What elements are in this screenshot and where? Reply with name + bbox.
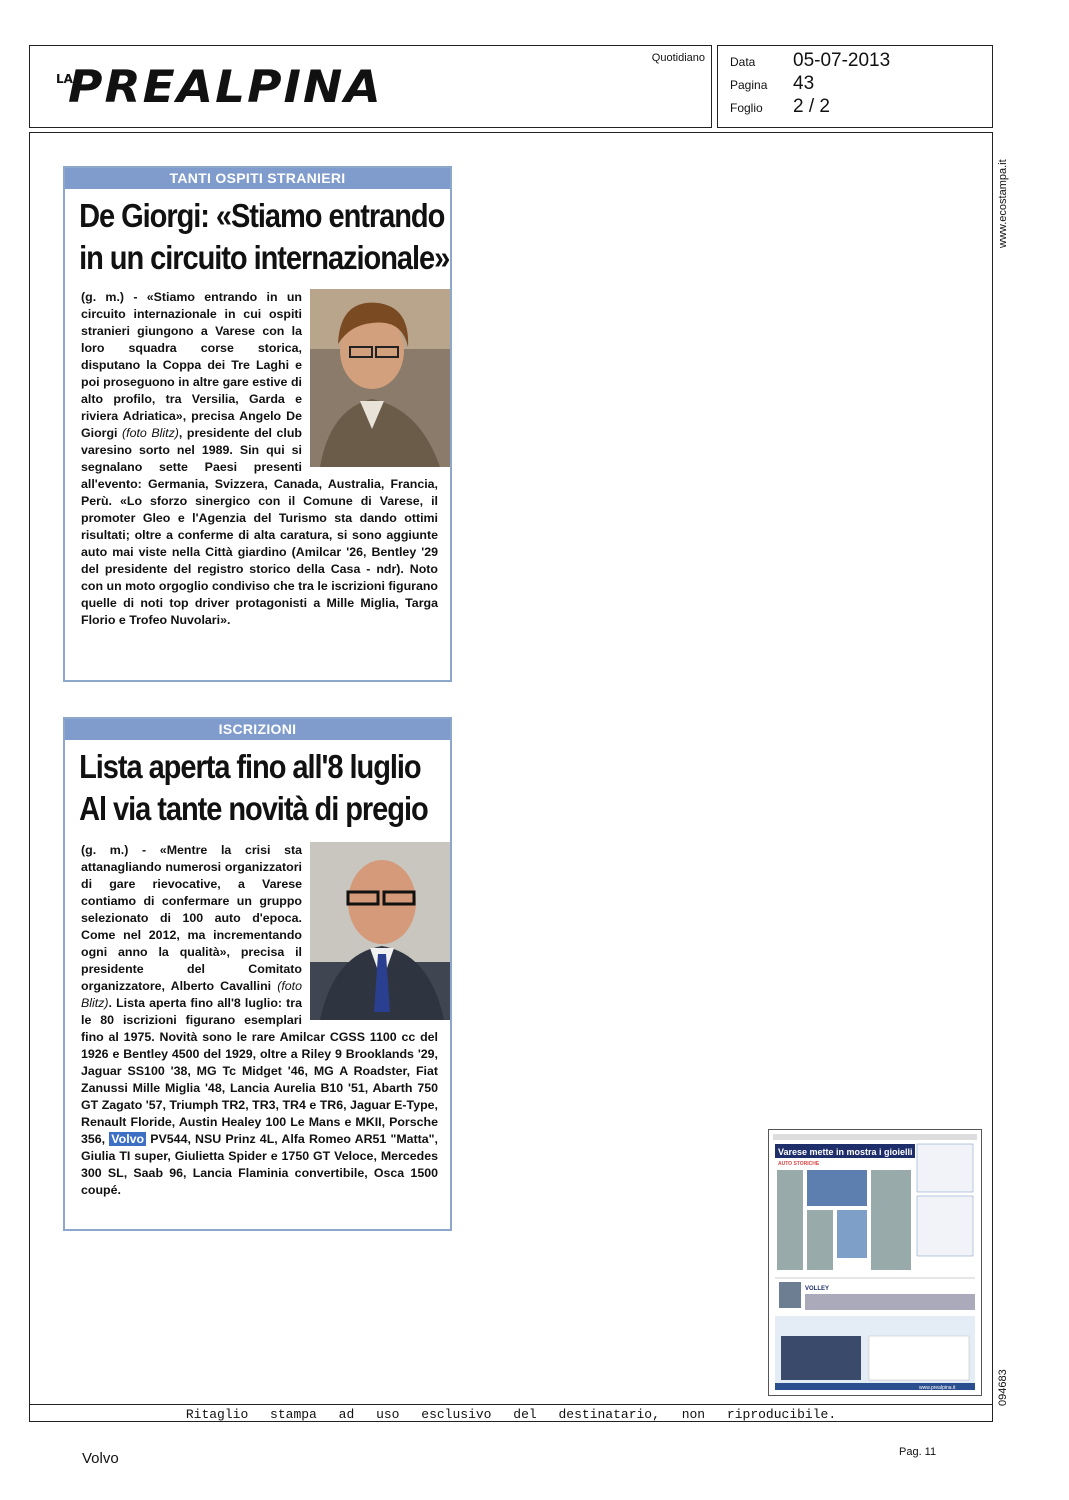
keyword-label: Volvo — [82, 1450, 119, 1467]
side-url: www.ecostampa.it — [997, 159, 1009, 248]
logo-prefix: LA — [56, 72, 73, 86]
footer-divider — [29, 1404, 993, 1405]
thumb-headline: Varese mette in mostra i gioielli — [778, 1147, 913, 1157]
thumb-kicker: AUTO STORICHE — [778, 1161, 820, 1167]
newspaper-logo: PREALPINA — [68, 61, 383, 114]
article-body: (g. m.) - «Stiamo entrando in un circuito internazionale in cui ospiti stranieri giungono a Varese con la loro squadra corse storica, disputano la Coppa dei Tre Laghi e poi proseguono in altre gare estive di alto profilo, tra Versilia, Garda e riviera Adriatica», precisa Angelo De Giorgi (foto Blitz), presidente del club varesino sorto nel 1989. Sin qui si segnalano sette Paesi presenti all'evento: Germania, Svizzera, Canada, Australia, Francia, Perù. «Lo sforzo sinergico con il Comune di Varese, il promoter Gleo e l'Agenzia del Turismo sta dando ottimi risultati; oltre a conferme di alta caratura, si sono aggiunte auto mai viste nella Città giardino (Amilcar '26, Bentley '29 del presidente del registro storico della Casa - ndr). Noto con un moto orgoglio condiviso che tra le iscrizioni figurano quelle di noti top driver protagonisti a Mille Miglia, Targa Florio e Trofeo Nuvolari». — [65, 279, 450, 629]
photo-de-giorgi — [310, 289, 450, 467]
highlighted-keyword: Volvo — [111, 1132, 145, 1146]
publication-type: Quotidiano — [651, 52, 705, 64]
article-title: De Giorgi: «Stiamo entrando in un circuito internazionale» — [79, 197, 450, 276]
sheet-value: 2 / 2 — [793, 96, 830, 117]
masthead-box — [29, 45, 712, 128]
article-band: TANTI OSPITI STRANIERI — [65, 168, 450, 189]
thumb-volley: VOLLEY — [805, 1286, 830, 1292]
article-body: (g. m.) - «Mentre la crisi sta attanagliando numerosi organizzatori di gare rievocative, a Varese contiamo di confermare un gruppo selezionato di 100 auto d'epoca. Come nel 2012, ma incrementando ogni anno la qualità», precisa il presidente del Comitato organizzatore, Alberto Cavallini (foto Blitz). Lista aperta fino all'8 luglio: tra le 80 iscrizioni figurano esemplari fino al 1975. Novità sono le rare Amilcar CGSS 1100 cc del 1926 e Bentley 4500 del 1929, oltre a Riley 9 Brooklands '29, Jaguar SS100 '38, MG Tc Midget '46, MG A Roadster, Fiat Zanussi Mille Miglia '48, Lancia Aurelia B10 '51, Abarth 750 GT Zagato '57, Triumph TR2, TR3, TR4 e TR6, Jaguar E-Type, Renault Floride, Austin Healey 100 Le Mans e MKII, Porsche 356, Volvo PV544, NSU Prinz 4L, Alfa Romeo AR51 "Matta", Giulia TI super, Giulietta Spider e 1750 GT Veloce, Mercedes 300 SL, Saab 96, Lancia Flaminia convertibile, Osca 1500 coupé. — [65, 830, 450, 1199]
article-iscrizioni — [63, 717, 452, 1231]
article-band: ISCRIZIONI — [65, 719, 450, 740]
clipping-notice: Ritaglio stampa ad uso esclusivo del destinatario, non riproducibile. — [185, 1407, 837, 1422]
page-thumbnail — [768, 1129, 982, 1396]
page-number: Pag. 11 — [899, 1446, 937, 1458]
article-de-giorgi — [63, 166, 452, 682]
photo-cavallini — [310, 842, 450, 1020]
sheet-label: Foglio — [730, 101, 763, 115]
page-label: Pagina — [730, 78, 768, 92]
date-label: Data — [730, 55, 756, 69]
metadata-box — [717, 45, 993, 128]
thumb-site: www.prealpina.it — [919, 1385, 956, 1391]
page-value: 43 — [793, 73, 815, 94]
date-value: 05-07-2013 — [793, 50, 891, 71]
article-title: Lista aperta fino all'8 luglio Al via tante novità di pregio — [79, 748, 428, 827]
